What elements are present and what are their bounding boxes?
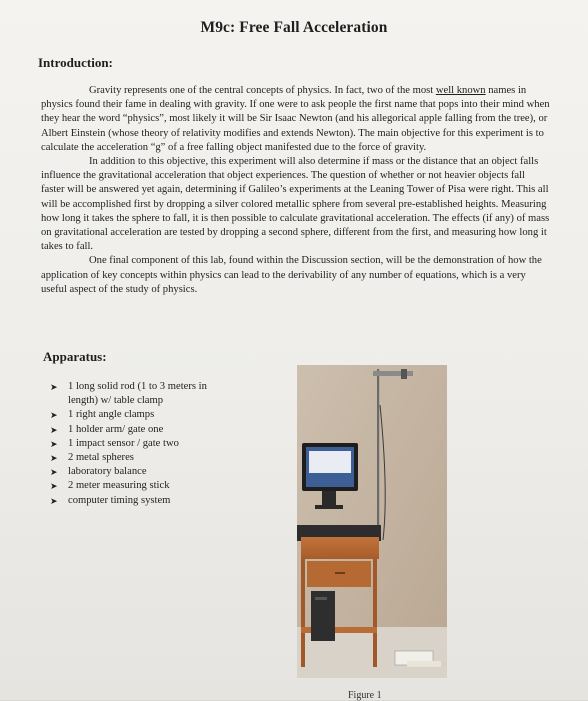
list-item: ➤ 1 impact sensor / gate two — [50, 437, 220, 451]
list-item: ➤ 2 meter measuring stick — [50, 479, 220, 493]
intro-paragraph-3: One final component of this lab, found within the Discussion section, will be the demonstration of how the application of key concepts within physics can lead to the derivability of any number of equations, which is a very useful aspect of the study of physics. — [41, 255, 542, 295]
intro-paragraph-2: In addition to this objective, this experiment will also determine if mass or the distance that an object falls influence the gravitational acceleration that object experiences. The question of whether or not heavier objects fall faster will be answered yet again, determining if Galileo’s experiments at the Leaning Tower of Pisa were right. This all will be accomplished first by dropping a silver colored metallic sphere from several pre-established heights. Measuring how long it takes the sphere to fall, it is then possible to calculate gravitational acceleration. The effects (if any) of mass on gravitational acceleration are tested by dropping a second sphere, different from the first, and measuring how long it takes to fall. — [41, 156, 550, 253]
list-item: ➤ 1 long solid rod (1 to 3 meters in length) w/ table clamp — [50, 381, 207, 407]
apparatus-photo — [297, 365, 447, 678]
intro-paragraph-1-text-b: names in physics found their fame in dealing with gravity. If one were to ask people the first name that pops into their mind when they hear the word “physics”, most likely it will be Sir Isaac Newton (and his allegorical apple falling from the tree), or Albert Einstein (whose theory of relativity modifies and extends Newton). The main objective for this experiment is to calculate the acceleration “g” of a free falling object manifested due to the force of gravity. — [41, 85, 550, 153]
apparatus-heading: Apparatus: — [43, 349, 107, 364]
figure-caption: Figure 1 — [348, 690, 382, 701]
well-known-underlined-text: well known — [435, 85, 486, 96]
arrow-bullet-icon: ➤ — [50, 481, 58, 492]
arrow-bullet-icon: ➤ — [50, 495, 58, 506]
arrow-bullet-icon: ➤ — [50, 438, 58, 449]
arrow-bullet-icon: ➤ — [50, 382, 58, 392]
apparatus-list — [50, 380, 220, 508]
intro-paragraph-1-text-a: Gravity represents one of the central concepts of physics. In fact, two of the most — [89, 85, 436, 96]
intro-paragraph-1 — [41, 84, 551, 155]
arrow-bullet-icon: ➤ — [50, 424, 58, 435]
list-item: ➤ laboratory balance — [50, 465, 220, 479]
arrow-bullet-icon: ➤ — [50, 453, 58, 464]
arrow-bullet-icon: ➤ — [50, 410, 58, 421]
arrow-bullet-icon: ➤ — [50, 467, 58, 478]
introduction-body — [41, 84, 551, 297]
list-item: ➤ computer timing system — [50, 494, 220, 508]
page-title: M9c: Free Fall Acceleration — [200, 19, 388, 36]
introduction-heading: Introduction: — [38, 55, 113, 70]
list-item: ➤ 1 right angle clamps — [50, 408, 220, 422]
list-item: ➤ 2 metal spheres — [50, 451, 220, 465]
list-item: ➤ 1 holder arm/ gate one — [50, 423, 220, 437]
